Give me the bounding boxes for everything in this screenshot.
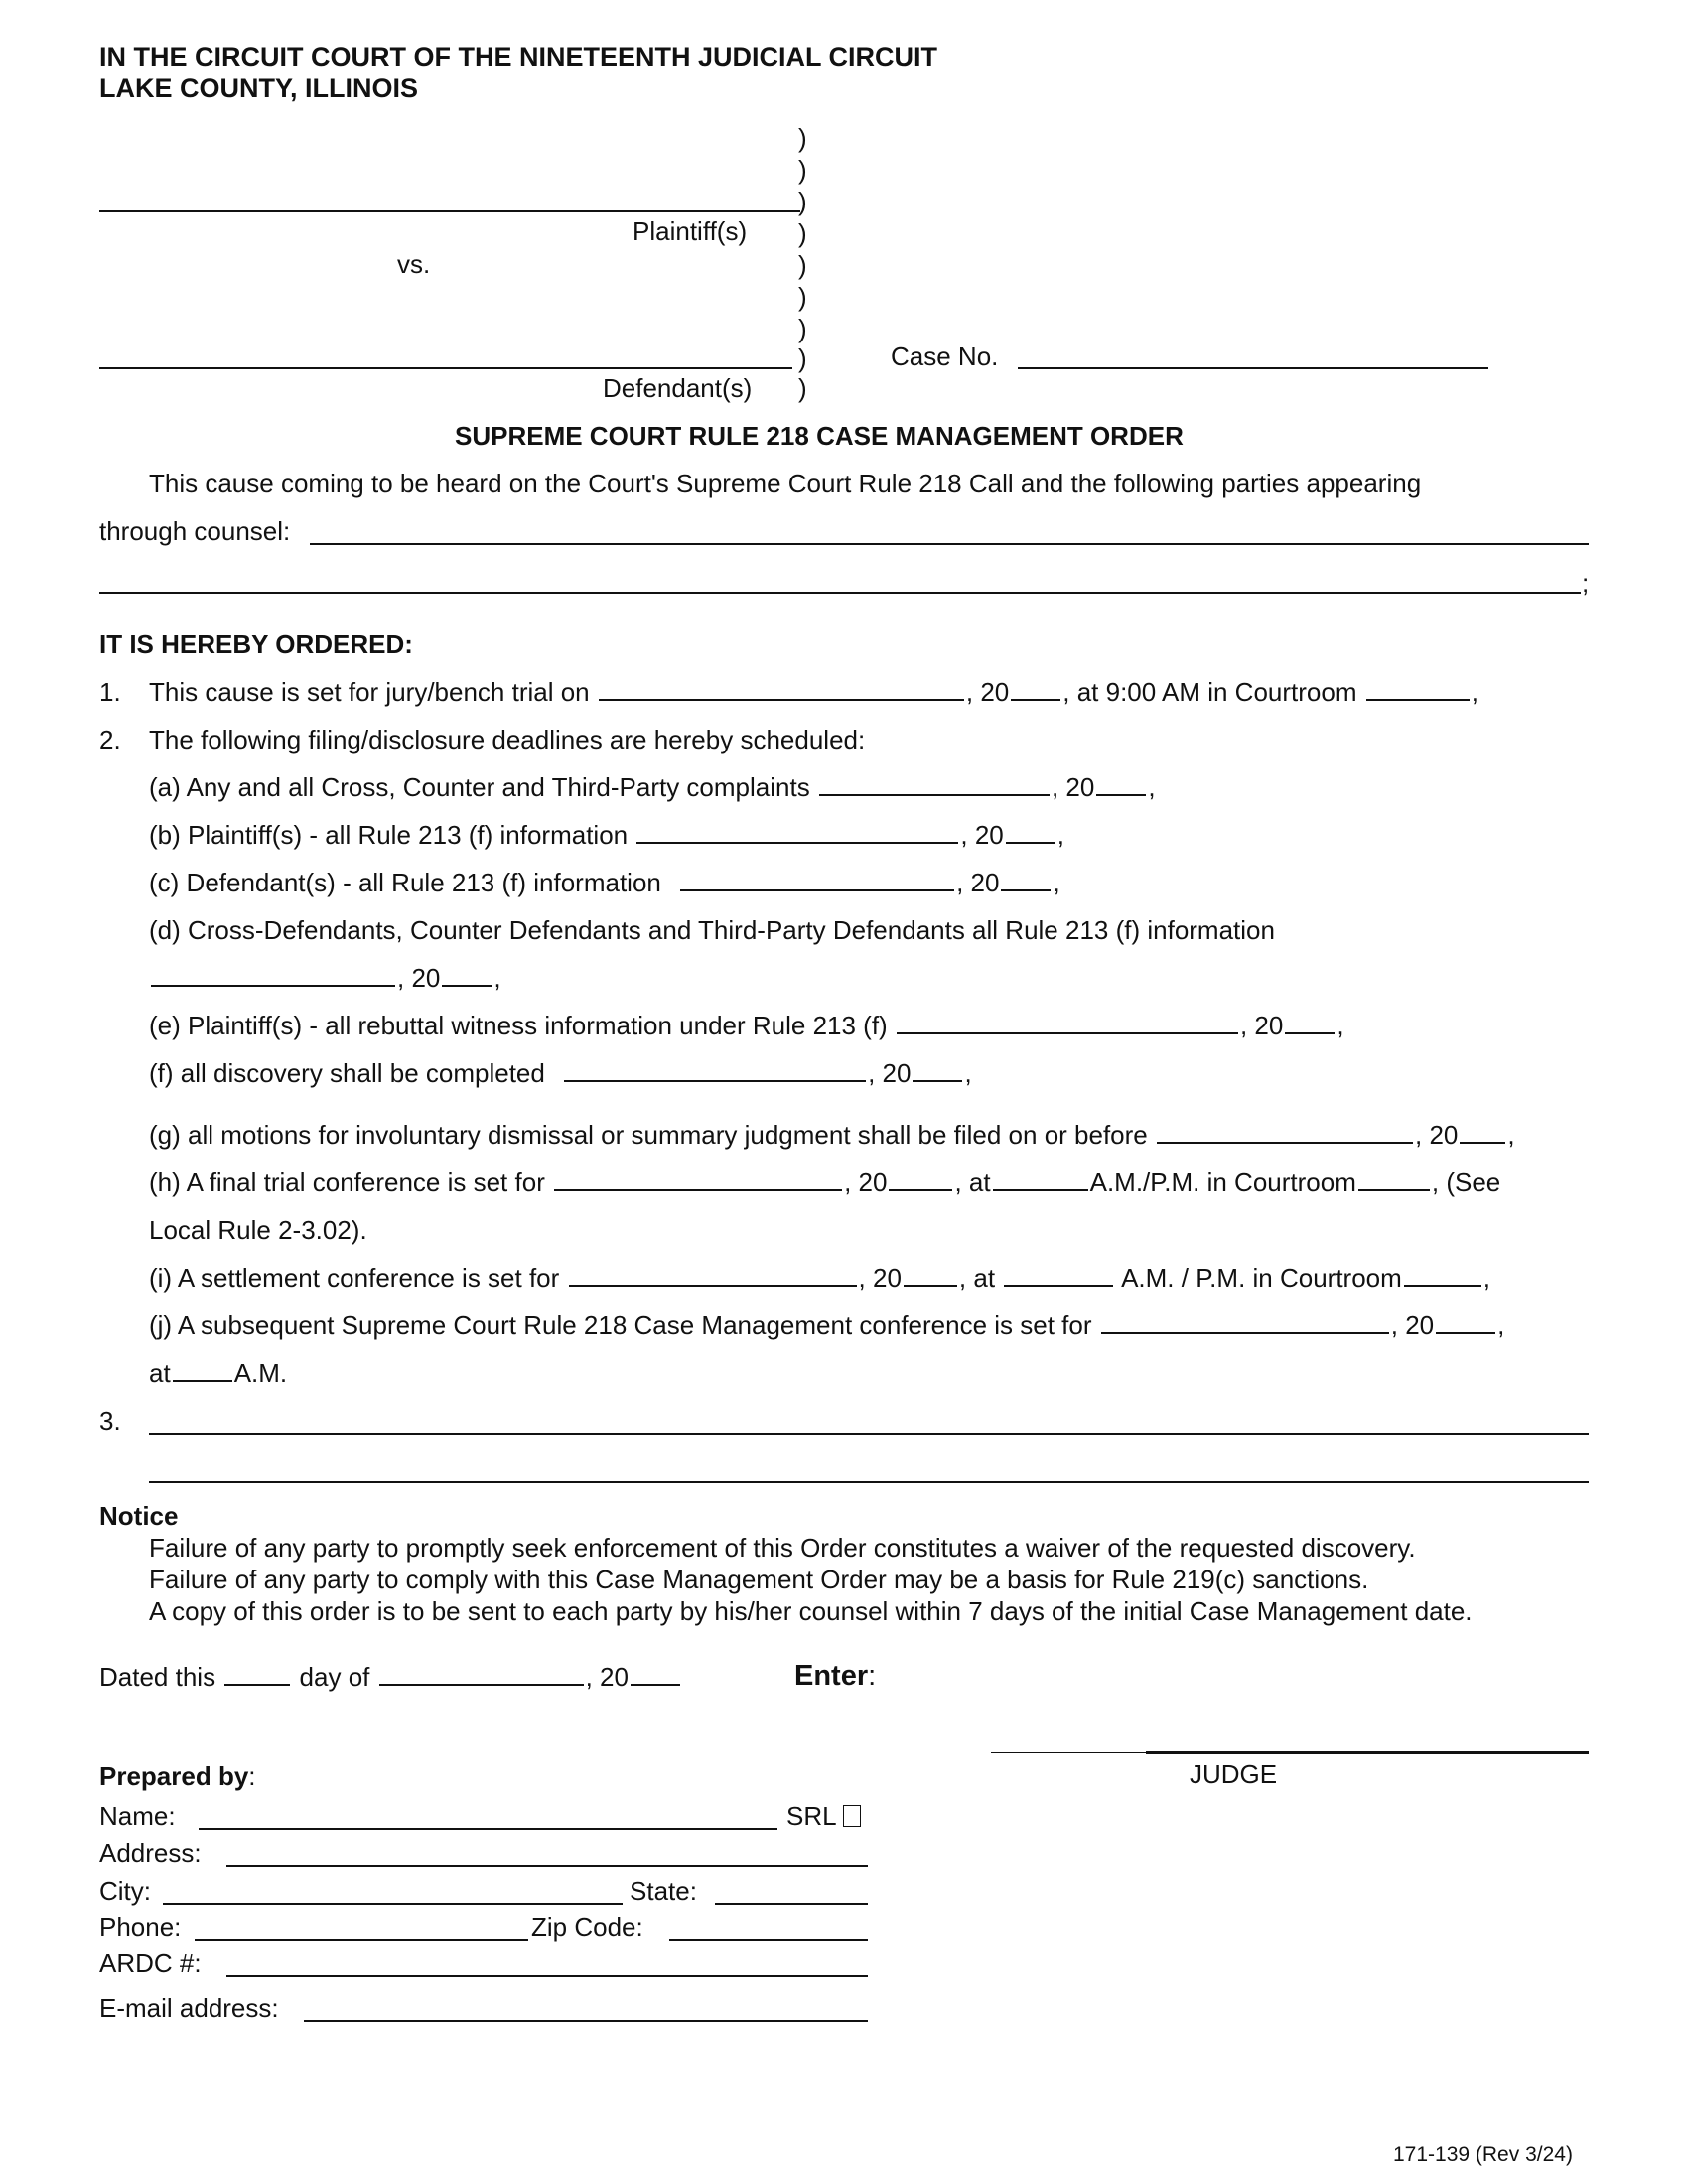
item-1-number: 1. xyxy=(99,677,121,707)
item-2d-text: (d) Cross-Defendants, Counter Defendants and Third-Party Defendants all Rule 213 (f) information xyxy=(149,915,1275,945)
item-2b xyxy=(149,822,1064,848)
item-2i xyxy=(149,1265,1490,1291)
year-prefix: , 20 xyxy=(1390,1310,1435,1340)
zip-field[interactable] xyxy=(669,1939,868,1941)
vs-label: vs. xyxy=(397,249,431,279)
discovery-year-field[interactable] xyxy=(913,1079,962,1082)
item-2-text: The following filing/disclosure deadlines are hereby scheduled: xyxy=(149,725,866,754)
complaints-year-field[interactable] xyxy=(1096,793,1146,796)
comma: , xyxy=(1336,1011,1344,1040)
item-2c-text: (c) Defendant(s) - all Rule 213 (f) information xyxy=(149,868,661,897)
notice-heading: Notice xyxy=(99,1501,179,1531)
final-conference-year-field[interactable] xyxy=(889,1188,952,1191)
trial-date-field[interactable] xyxy=(599,698,964,701)
year-prefix: , 20 xyxy=(844,1167,888,1197)
plaintiff-label: Plaintiff(s) xyxy=(633,216,748,246)
item-3-line-2[interactable] xyxy=(149,1481,1589,1483)
item-2i-text: (i) A settlement conference is set for xyxy=(149,1263,560,1293)
dated-year-field[interactable] xyxy=(631,1683,680,1686)
motions-year-field[interactable] xyxy=(1460,1141,1505,1144)
city-field[interactable] xyxy=(163,1903,623,1905)
ordered-heading: IT IS HEREBY ORDERED: xyxy=(99,629,413,659)
item-2g xyxy=(149,1122,1515,1148)
srl-option xyxy=(786,1803,861,1829)
discovery-date-field[interactable] xyxy=(564,1079,866,1082)
year-prefix: , 20 xyxy=(868,1058,912,1088)
comma: , xyxy=(1148,772,1156,802)
paren: ) xyxy=(798,314,807,343)
cross-defendants-213-date-field[interactable] xyxy=(151,984,395,987)
trial-time-text: , at 9:00 AM in Courtroom xyxy=(1062,677,1357,707)
year-prefix: , 20 xyxy=(1415,1120,1459,1150)
notice-line-2: Failure of any party to comply with this Case Management Order may be a basis for Rule 219(c) sanctions. xyxy=(149,1565,1369,1594)
am-label: A.M. xyxy=(233,1358,288,1388)
prepared-by-heading xyxy=(99,1763,256,1789)
local-rule-text: Local Rule 2-3.02). xyxy=(149,1215,367,1245)
complaints-date-field[interactable] xyxy=(819,793,1050,796)
form-number: 171-139 (Rev 3/24) xyxy=(1393,2143,1573,2166)
cross-defendants-213-year-field[interactable] xyxy=(442,984,492,987)
settlement-courtroom-field[interactable] xyxy=(1404,1284,1481,1287)
judge-signature-line[interactable] xyxy=(1146,1751,1589,1754)
srl-checkbox[interactable] xyxy=(843,1805,861,1827)
email-field[interactable] xyxy=(304,2020,868,2022)
item-2j xyxy=(149,1312,1504,1338)
comma: , xyxy=(1507,1120,1515,1150)
year-prefix: , 20 xyxy=(1051,772,1095,802)
year-prefix: , 20 xyxy=(1239,1011,1284,1040)
paren: ) xyxy=(798,218,807,248)
dated-day-field[interactable] xyxy=(224,1683,290,1686)
plaintiff-213-date-field[interactable] xyxy=(636,841,958,844)
item-3-line-1[interactable] xyxy=(149,1433,1589,1435)
subsequent-conference-date-field[interactable] xyxy=(1101,1331,1389,1334)
final-conference-time-field[interactable] xyxy=(993,1188,1088,1191)
year-prefix: , 20 xyxy=(858,1263,902,1293)
judge-signature-line-short xyxy=(991,1752,1146,1753)
item-2a xyxy=(149,774,1156,800)
item-2c xyxy=(149,870,1060,895)
item-2h xyxy=(149,1169,1500,1195)
srl-label: SRL xyxy=(786,1801,837,1831)
notice-line-1: Failure of any party to promptly seek enforcement of this Order constitutes a waiver of the requested discovery. xyxy=(149,1533,1416,1563)
defendant-name-line[interactable] xyxy=(99,367,792,369)
defendant-label: Defendant(s) xyxy=(603,373,753,403)
enter-label xyxy=(794,1662,876,1691)
address-field[interactable] xyxy=(226,1865,868,1867)
year-prefix: , 20 xyxy=(956,868,1000,897)
name-label: Name: xyxy=(99,1801,176,1831)
item-2e xyxy=(149,1013,1344,1038)
comma: , xyxy=(964,1058,972,1088)
item-2g-text: (g) all motions for involuntary dismissal or summary judgment shall be filed on or before xyxy=(149,1120,1148,1150)
comma: , xyxy=(1482,1263,1491,1293)
item-2j-text: (j) A subsequent Supreme Court Rule 218 Case Management conference is set for xyxy=(149,1310,1092,1340)
item-2b-text: (b) Plaintiff(s) - all Rule 213 (f) information xyxy=(149,820,629,850)
plaintiff-213-year-field[interactable] xyxy=(1006,841,1055,844)
ardc-label: ARDC #: xyxy=(99,1948,202,1978)
phone-field[interactable] xyxy=(195,1939,528,1941)
ampm-courtroom-label: A.M./P.M. in Courtroom xyxy=(1089,1167,1356,1197)
dated-month-field[interactable] xyxy=(379,1683,584,1686)
settlement-year-field[interactable] xyxy=(904,1284,957,1287)
state-field[interactable] xyxy=(715,1903,868,1905)
subsequent-conference-year-field[interactable] xyxy=(1436,1331,1495,1334)
at-label: at xyxy=(149,1358,171,1388)
comma: , xyxy=(1471,677,1478,707)
final-conference-date-field[interactable] xyxy=(554,1188,842,1191)
comma: , xyxy=(1053,868,1060,897)
prepared-by-word: Prepared by xyxy=(99,1761,249,1791)
dated-this-label: Dated this xyxy=(99,1662,216,1692)
item-2-number: 2. xyxy=(99,725,121,754)
ardc-field[interactable] xyxy=(226,1975,868,1977)
settlement-time-field[interactable] xyxy=(1004,1284,1113,1287)
city-label: City: xyxy=(99,1876,151,1906)
settlement-date-field[interactable] xyxy=(569,1284,857,1287)
paren: ) xyxy=(798,373,807,403)
item-2e-text: (e) Plaintiff(s) - all rebuttal witness information under Rule 213 (f) xyxy=(149,1011,888,1040)
comma: , xyxy=(1056,820,1064,850)
see-label: , (See xyxy=(1431,1167,1501,1197)
item-2a-text: (a) Any and all Cross, Counter and Third-Party complaints xyxy=(149,772,810,802)
paren: ) xyxy=(798,187,807,216)
name-field[interactable] xyxy=(199,1828,777,1830)
paren: ) xyxy=(798,282,807,312)
item-2f xyxy=(149,1060,972,1086)
counsel-line-2[interactable] xyxy=(99,592,1581,594)
state-label: State: xyxy=(630,1876,697,1906)
case-no-field[interactable] xyxy=(1018,367,1488,369)
court-county: LAKE COUNTY, ILLINOIS xyxy=(99,73,419,103)
trial-courtroom-field[interactable] xyxy=(1366,698,1470,701)
item-2j-time xyxy=(149,1360,287,1386)
paren: ) xyxy=(798,250,807,280)
item-1-text: This cause is set for jury/bench trial on xyxy=(149,677,590,707)
court-name: IN THE CIRCUIT COURT OF THE NINETEENTH JUDICIAL CIRCUIT xyxy=(99,42,938,71)
final-conference-courtroom-field[interactable] xyxy=(1358,1188,1430,1191)
paren: ) xyxy=(798,155,807,185)
motions-date-field[interactable] xyxy=(1157,1141,1413,1144)
at-label: , at xyxy=(954,1167,991,1197)
address-label: Address: xyxy=(99,1839,202,1868)
rebuttal-date-field[interactable] xyxy=(897,1031,1238,1034)
counsel-line-1[interactable] xyxy=(310,543,1589,545)
year-prefix: , 20 xyxy=(965,677,1010,707)
email-label: E-mail address: xyxy=(99,1993,279,2023)
subsequent-conference-time-field[interactable] xyxy=(173,1379,232,1382)
dated-line xyxy=(99,1664,682,1690)
document-title: SUPREME COURT RULE 218 CASE MANAGEMENT ORDER xyxy=(455,421,1184,451)
day-of-label: day of xyxy=(299,1662,370,1692)
rebuttal-year-field[interactable] xyxy=(1285,1031,1335,1034)
item-3-number: 3. xyxy=(99,1406,121,1435)
year-prefix: , 20 xyxy=(397,963,441,993)
trial-year-field[interactable] xyxy=(1011,698,1060,701)
notice-line-3: A copy of this order is to be sent to each party by his/her counsel within 7 days of the initial Case Management date. xyxy=(149,1596,1473,1626)
phone-label: Phone: xyxy=(99,1912,182,1942)
intro-text: This cause coming to be heard on the Court's Supreme Court Rule 218 Call and the following parties appearing xyxy=(149,469,1422,498)
paren: ) xyxy=(798,123,807,153)
through-counsel-label: through counsel: xyxy=(99,516,291,546)
enter-word: Enter xyxy=(794,1660,869,1692)
semicolon: ; xyxy=(1582,568,1590,598)
at-label: , at xyxy=(958,1263,996,1293)
ampm-courtroom-label: A.M. / P.M. in Courtroom xyxy=(1121,1263,1402,1293)
defendant-213-year-field[interactable] xyxy=(1001,888,1051,891)
prepared-by-colon: : xyxy=(248,1761,256,1791)
item-2d-date xyxy=(149,965,501,991)
item-2h-text: (h) A final trial conference is set for xyxy=(149,1167,545,1197)
comma: , xyxy=(1497,1310,1505,1340)
comma: , xyxy=(493,963,501,993)
defendant-213-date-field[interactable] xyxy=(680,888,954,891)
year-prefix: , 20 xyxy=(960,820,1004,850)
case-no-label: Case No. xyxy=(891,341,999,371)
paren: ) xyxy=(798,343,807,373)
item-2f-text: (f) all discovery shall be completed xyxy=(149,1058,545,1088)
year-prefix: , 20 xyxy=(585,1662,629,1692)
item-1 xyxy=(149,679,1478,705)
zip-label: Zip Code: xyxy=(531,1912,643,1942)
enter-colon: : xyxy=(868,1660,877,1692)
plaintiff-name-line[interactable] xyxy=(99,210,800,212)
judge-label: JUDGE xyxy=(1190,1759,1278,1789)
